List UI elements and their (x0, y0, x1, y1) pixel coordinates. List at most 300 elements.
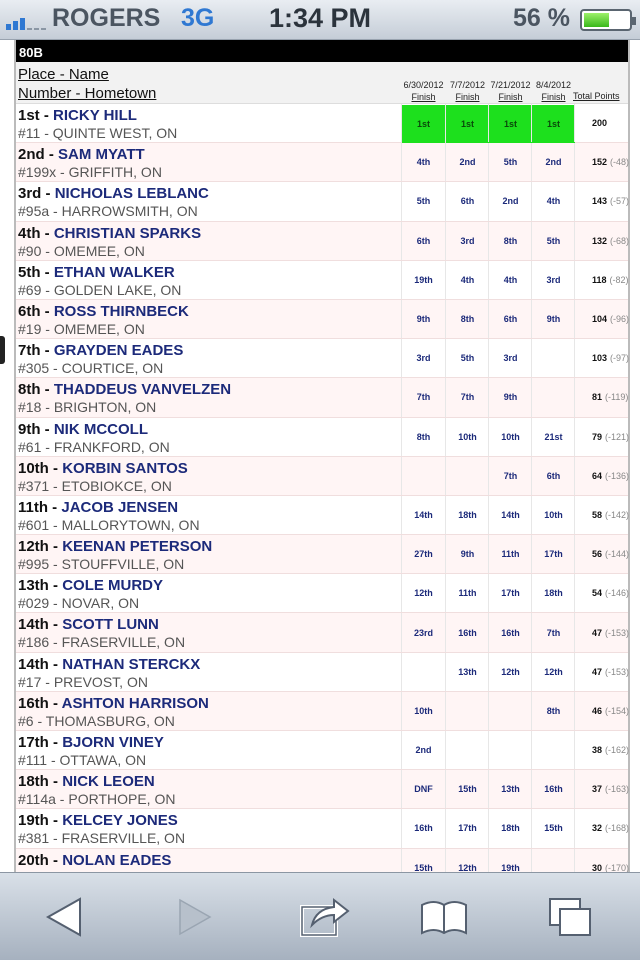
bookmarks-icon[interactable] (414, 895, 474, 939)
rider-hometown: STOUFFVILLE, ON (61, 556, 185, 573)
table-row (16, 222, 628, 261)
total-points (592, 849, 629, 872)
column-divider (488, 418, 489, 456)
column-divider (574, 378, 575, 416)
rider-number-hometown: #371 - ETOBIOKCE, ON (18, 477, 172, 494)
column-divider (531, 182, 532, 220)
rider-name-link[interactable]: NICK LEOEN (62, 773, 155, 791)
event-finish-label: Finish (541, 92, 566, 102)
column-divider (574, 496, 575, 534)
rider-place-name: 20th - NOLAN EADES (18, 851, 172, 869)
rider-place-name: 5th - ETHAN WALKER (18, 263, 175, 281)
rider-number: #371 (18, 477, 50, 494)
finish-cell (446, 457, 489, 495)
column-divider (401, 574, 402, 612)
rider-number-hometown: #029 - NOVAR, ON (18, 595, 140, 612)
rider-place-name: 8th - THADDEUS VANVELZEN (18, 381, 232, 399)
column-divider (488, 104, 489, 142)
finish-cell: 16th (458, 627, 477, 638)
finish-cell: 2nd (502, 196, 519, 207)
rider-hometown: QUINTE WEST, ON (52, 125, 178, 141)
column-divider (488, 143, 489, 181)
points-behind: (-82) (609, 274, 629, 285)
points-behind: (-163) (605, 784, 630, 795)
rider-number: #90 (18, 242, 42, 259)
finish-cell: 4th (460, 274, 475, 285)
finish-cell: 5th (546, 235, 561, 246)
finish-cell: 9th (503, 392, 518, 403)
finish-cell: 15th (414, 862, 433, 872)
rider-number-hometown: #199x - GRIFFITH, ON (18, 164, 162, 181)
finish-cell: 13th (458, 666, 477, 677)
finish-cell: 1st (446, 105, 489, 143)
column-divider (445, 692, 446, 730)
finish-cell: 17th (501, 588, 520, 599)
rider-number: #69 (18, 281, 42, 298)
column-divider (401, 496, 402, 534)
rider-name-link[interactable]: ROSS THIRNBECK (53, 302, 189, 320)
rider-name-link[interactable]: SAM MYATT (58, 146, 145, 164)
clock: 1:34 PM (268, 3, 372, 33)
rider-number: #114a (18, 791, 56, 808)
total-points (592, 653, 629, 691)
finish-cell (446, 692, 489, 730)
finish-cell (532, 731, 575, 769)
points-value: 38 (592, 745, 603, 756)
finish-cell: 8th (503, 235, 518, 246)
column-divider (401, 457, 402, 495)
finish-cell: 23rd (413, 627, 433, 638)
finish-cell: 10th (501, 431, 520, 442)
rider-number: #6 (18, 712, 34, 729)
points-behind: (-170) (605, 862, 630, 872)
total-points (592, 418, 629, 456)
finish-cell: 11th (501, 549, 520, 560)
column-divider (401, 222, 402, 260)
rider-name-link[interactable]: BJORN VINEY (62, 734, 164, 751)
table-row (16, 143, 628, 182)
column-divider (531, 222, 532, 260)
column-divider (488, 457, 489, 495)
column-divider (574, 418, 575, 456)
rider-place-name: 6th - ROSS THIRNBECK (18, 302, 189, 320)
finish-cell (402, 457, 445, 495)
points-behind: (-168) (605, 823, 630, 834)
finish-cell: 21st (544, 431, 563, 442)
column-divider (531, 143, 532, 181)
header-event-4[interactable] (532, 80, 575, 102)
finish-cell: 17th (544, 549, 563, 560)
event-date: 8/4/2012 (535, 80, 572, 90)
rider-place: 20th (18, 851, 49, 869)
finish-cell: 6th (546, 470, 561, 481)
finish-cell: 7th (503, 470, 518, 481)
rider-hometown: MALLORYTOWN, ON (61, 516, 200, 533)
total-points (592, 731, 629, 769)
column-divider (488, 261, 489, 299)
table-row (16, 731, 628, 770)
header-place-name[interactable]: Place - Name (18, 66, 109, 83)
points-value: 81 (592, 392, 603, 403)
finish-cell: 4th (503, 274, 518, 285)
column-divider (574, 339, 575, 377)
rider-number: #11 (18, 125, 41, 141)
event-date: 7/21/2012 (490, 80, 531, 90)
rider-place: 10th (18, 459, 49, 477)
column-divider (445, 222, 446, 260)
header-event-1[interactable] (402, 80, 445, 102)
rider-hometown: FRASERVILLE, ON (61, 830, 186, 847)
finish-cell (532, 849, 575, 872)
finish-cell (532, 378, 575, 416)
rider-place: 14th (18, 616, 49, 634)
rider-number-hometown: #17 - PREVOST, ON (18, 673, 148, 690)
finish-cell: 13th (501, 784, 520, 795)
points-value: 200 (592, 118, 608, 129)
column-divider (445, 378, 446, 416)
battery-percent: 56 % (513, 4, 570, 32)
event-finish-label: Finish (498, 92, 523, 102)
rider-place: 13th (18, 577, 49, 595)
column-divider (531, 457, 532, 495)
total-points (592, 261, 629, 299)
event-date: 6/30/2012 (403, 80, 444, 90)
finish-cell: 8th (460, 314, 475, 325)
points-behind: (-142) (605, 509, 630, 520)
rider-number: #199x (18, 164, 57, 181)
rider-name-link[interactable]: KELCEY JONES (62, 812, 178, 830)
rider-number: #111 (18, 752, 48, 768)
column-divider (488, 222, 489, 260)
finish-cell (489, 692, 532, 730)
finish-cell: 17th (458, 823, 477, 834)
finish-cell: 2nd (545, 157, 562, 168)
column-divider (488, 182, 489, 220)
rider-name-link[interactable]: SCOTT LUNN (62, 616, 159, 634)
rider-place: 4th (18, 224, 41, 242)
rider-place: 19th (18, 812, 49, 830)
finish-cell: 12th (501, 666, 520, 677)
battery-icon (580, 9, 632, 31)
rider-name-link[interactable]: CHRISTIAN SPARKS (53, 224, 202, 242)
table-row (16, 692, 628, 731)
finish-cell: 5th (416, 196, 431, 207)
rider-number-hometown: #11 - QUINTE WEST, ON (18, 125, 178, 141)
column-divider (401, 143, 402, 181)
rider-name-link[interactable]: NICHOLAS LEBLANC (54, 185, 209, 203)
rider-place-name: 14th - SCOTT LUNN (18, 616, 159, 634)
table-row (16, 378, 628, 417)
column-divider (445, 143, 446, 181)
table-row (16, 496, 628, 535)
rider-number-hometown: #114a - PORTHOPE, ON (18, 791, 176, 808)
finish-cell: 2nd (459, 157, 476, 168)
points-value: 54 (592, 588, 603, 599)
finish-cell: 11th (458, 588, 477, 599)
rider-place-name: 4th - CHRISTIAN SPARKS (18, 224, 202, 242)
finish-cell: 12th (544, 666, 563, 677)
finish-cell: 9th (416, 314, 431, 325)
finish-cell: 16th (544, 784, 563, 795)
column-divider (445, 574, 446, 612)
finish-cell (532, 339, 575, 377)
rider-hometown: HARROWSMITH, ON (61, 203, 198, 220)
web-page[interactable] (0, 40, 640, 872)
total-points (592, 457, 629, 495)
rider-number: #305 (18, 360, 50, 377)
header-event-2[interactable] (446, 80, 489, 102)
total-points (592, 770, 629, 808)
table-row (16, 104, 628, 143)
rider-name-link[interactable]: ETHAN WALKER (53, 263, 175, 281)
column-divider (531, 300, 532, 338)
rider-place-name: 2nd - SAM MYATT (18, 146, 145, 164)
column-divider (574, 653, 575, 691)
rider-name-link[interactable]: ASHTON HARRISON (61, 694, 209, 712)
column-divider (488, 809, 489, 847)
rider-name-link[interactable]: KORBIN SANTOS (62, 459, 188, 477)
points-value: 56 (592, 549, 603, 560)
column-divider (401, 535, 402, 573)
tabs-icon[interactable] (542, 895, 602, 939)
table-row (16, 457, 628, 496)
rider-name-link[interactable]: NOLAN EADES (62, 851, 172, 869)
points-value: 37 (592, 784, 603, 795)
points-behind: (-48) (610, 157, 630, 168)
finish-cell: 2nd (415, 745, 432, 756)
table-row (16, 574, 628, 613)
finish-cell: 10th (414, 705, 433, 716)
points-value: 79 (592, 431, 603, 442)
finish-cell: 8th (416, 431, 431, 442)
column-divider (531, 574, 532, 612)
column-divider (574, 457, 575, 495)
rider-number-hometown: #601 - MALLORYTOWN, ON (18, 516, 200, 533)
rider-place: 11th (18, 498, 49, 516)
rider-hometown: GOLDEN LAKE, ON (53, 281, 182, 298)
points-behind: (-162) (605, 745, 630, 756)
column-divider (445, 849, 446, 872)
table-body (16, 104, 628, 872)
browser-toolbar (0, 872, 640, 960)
column-divider (445, 770, 446, 808)
rider-place-name: 11th - JACOB JENSEN (18, 498, 179, 516)
points-value: 32 (592, 823, 603, 834)
column-divider (574, 535, 575, 573)
finish-cell: 14th (414, 509, 433, 520)
points-behind: (-68) (610, 235, 630, 246)
column-divider (574, 300, 575, 338)
rider-place-name: 17th - BJORN VINEY (18, 734, 164, 751)
column-divider (445, 613, 446, 651)
forward-icon[interactable] (164, 895, 224, 939)
column-divider (574, 849, 575, 872)
points-value: 58 (592, 509, 603, 520)
points-behind: (-153) (605, 627, 630, 638)
points-behind: (-153) (605, 666, 630, 677)
column-divider (574, 104, 575, 142)
column-divider (445, 535, 446, 573)
rider-place: 8th (18, 381, 41, 399)
column-divider (401, 653, 402, 691)
rider-place: 16th (18, 694, 49, 712)
column-divider (488, 849, 489, 872)
edge-marker (0, 336, 5, 364)
column-divider (445, 104, 446, 142)
points-behind: (-121) (605, 431, 630, 442)
rider-name-link[interactable]: KEENAN PETERSON (62, 538, 213, 556)
rider-number-hometown: #995 - STOUFFVILLE, ON (18, 556, 185, 573)
points-value: 64 (592, 470, 603, 481)
standings-table (16, 40, 628, 872)
points-behind: (-146) (605, 588, 630, 599)
rider-hometown: NOVAR, ON (61, 595, 140, 612)
back-icon[interactable] (36, 895, 96, 939)
finish-cell: 18th (501, 823, 520, 834)
rider-name-link[interactable]: COLE MURDY (62, 577, 164, 595)
column-divider (531, 418, 532, 456)
rider-number-hometown: #381 - FRASERVILLE, ON (18, 830, 186, 847)
column-divider (488, 770, 489, 808)
rider-hometown: PREVOST, ON (53, 673, 148, 690)
finish-cell: 10th (544, 509, 563, 520)
table-row (16, 535, 628, 574)
points-value: 47 (592, 666, 603, 677)
rider-place: 1st (18, 107, 40, 124)
column-divider (574, 692, 575, 730)
column-divider (531, 261, 532, 299)
finish-cell: 5th (460, 353, 475, 364)
column-divider (445, 418, 446, 456)
points-value: 132 (592, 235, 608, 246)
rider-place: 3rd (18, 185, 42, 203)
rider-place-name: 3rd - NICHOLAS LEBLANC (18, 185, 209, 203)
finish-cell: 7th (460, 392, 475, 403)
header-event-3[interactable] (489, 80, 532, 102)
rider-name-link[interactable]: GRAYDEN EADES (53, 342, 184, 360)
table-header (16, 62, 628, 104)
column-divider (531, 496, 532, 534)
column-divider (401, 300, 402, 338)
column-divider (574, 574, 575, 612)
column-divider (401, 418, 402, 456)
rider-place: 2nd (18, 146, 45, 164)
finish-cell: 7th (546, 627, 561, 638)
rider-number-hometown: #19 - OMEMEE, ON (18, 320, 145, 337)
status-bar (0, 0, 640, 40)
finish-cell: 14th (501, 509, 520, 520)
column-divider (488, 574, 489, 612)
rider-number-hometown: #6 - THOMASBURG, ON (18, 712, 175, 729)
total-points (592, 613, 629, 651)
rider-name-link[interactable]: NATHAN STERCKX (62, 655, 201, 673)
rider-hometown: GRIFFITH, ON (68, 164, 162, 181)
rider-number: #19 (18, 320, 42, 337)
share-icon[interactable] (292, 895, 352, 939)
finish-cell: 12th (458, 862, 477, 872)
finish-cell: 12th (414, 588, 433, 599)
rider-name-link[interactable]: JACOB JENSEN (61, 498, 179, 516)
column-divider (445, 457, 446, 495)
rider-place: 5th (18, 263, 41, 281)
finish-cell (489, 731, 532, 769)
column-divider (401, 692, 402, 730)
column-divider (488, 692, 489, 730)
column-divider (531, 653, 532, 691)
column-divider (531, 770, 532, 808)
finish-cell: 4th (416, 157, 431, 168)
rider-place-name: 10th - KORBIN SANTOS (18, 459, 188, 477)
rider-name-link[interactable]: RICKY HILL (53, 107, 137, 124)
rider-number: #381 (18, 830, 50, 847)
rider-name-link[interactable]: NIK MCCOLL (53, 420, 148, 438)
column-divider (488, 613, 489, 651)
rider-hometown: BRIGHTON, ON (53, 399, 157, 416)
column-divider (488, 731, 489, 769)
points-behind: (-154) (605, 705, 630, 716)
column-divider (531, 809, 532, 847)
rider-number-hometown: #18 - BRIGHTON, ON (18, 399, 157, 416)
event-finish-label: Finish (455, 92, 480, 102)
points-behind: (-144) (605, 549, 630, 560)
total-points (592, 535, 629, 573)
finish-cell: 16th (414, 823, 433, 834)
rider-place-name: 16th - ASHTON HARRISON (18, 694, 209, 712)
column-divider (401, 613, 402, 651)
column-divider (574, 770, 575, 808)
rider-hometown: THOMASBURG, ON (45, 712, 175, 729)
rider-number: #601 (18, 516, 50, 533)
column-divider (531, 339, 532, 377)
total-points (592, 574, 629, 612)
column-divider (574, 222, 575, 260)
rider-name-link[interactable]: THADDEUS VANVELZEN (53, 381, 232, 399)
rider-hometown: OMEMEE, ON (53, 320, 145, 337)
column-divider (488, 653, 489, 691)
rider-hometown: OTTAWA, ON (59, 752, 147, 768)
column-divider (401, 261, 402, 299)
rider-place-name: 14th - NATHAN STERCKX (18, 655, 201, 673)
total-points (592, 104, 610, 142)
finish-cell: 6th (460, 196, 475, 207)
header-number-hometown[interactable]: Number - Hometown (18, 85, 157, 102)
finish-cell: 10th (458, 431, 477, 442)
table-row (16, 418, 628, 457)
rider-place: 14th (18, 655, 49, 673)
column-divider (401, 849, 402, 872)
finish-cell: 3rd (460, 235, 475, 246)
rider-number-hometown: #61 - FRANKFORD, ON (18, 438, 170, 455)
rider-number: #186 (18, 634, 50, 651)
total-points (592, 692, 629, 730)
rider-hometown: FRASERVILLE, ON (61, 634, 186, 651)
rider-number: #18 (18, 399, 42, 416)
finish-cell: 19th (501, 862, 520, 872)
network-type: 3G (181, 4, 215, 32)
rider-place-name: 7th - GRAYDEN EADES (18, 342, 184, 360)
rider-place: 9th (18, 420, 41, 438)
points-value: 152 (592, 157, 608, 168)
points-behind: (-136) (605, 470, 630, 481)
total-points (592, 809, 629, 847)
column-divider (488, 496, 489, 534)
header-total-points[interactable]: Total Points (573, 91, 620, 101)
finish-cell: 3rd (546, 274, 561, 285)
column-divider (531, 378, 532, 416)
points-value: 103 (592, 353, 608, 364)
points-value: 143 (592, 196, 608, 207)
points-value: 118 (592, 274, 607, 285)
